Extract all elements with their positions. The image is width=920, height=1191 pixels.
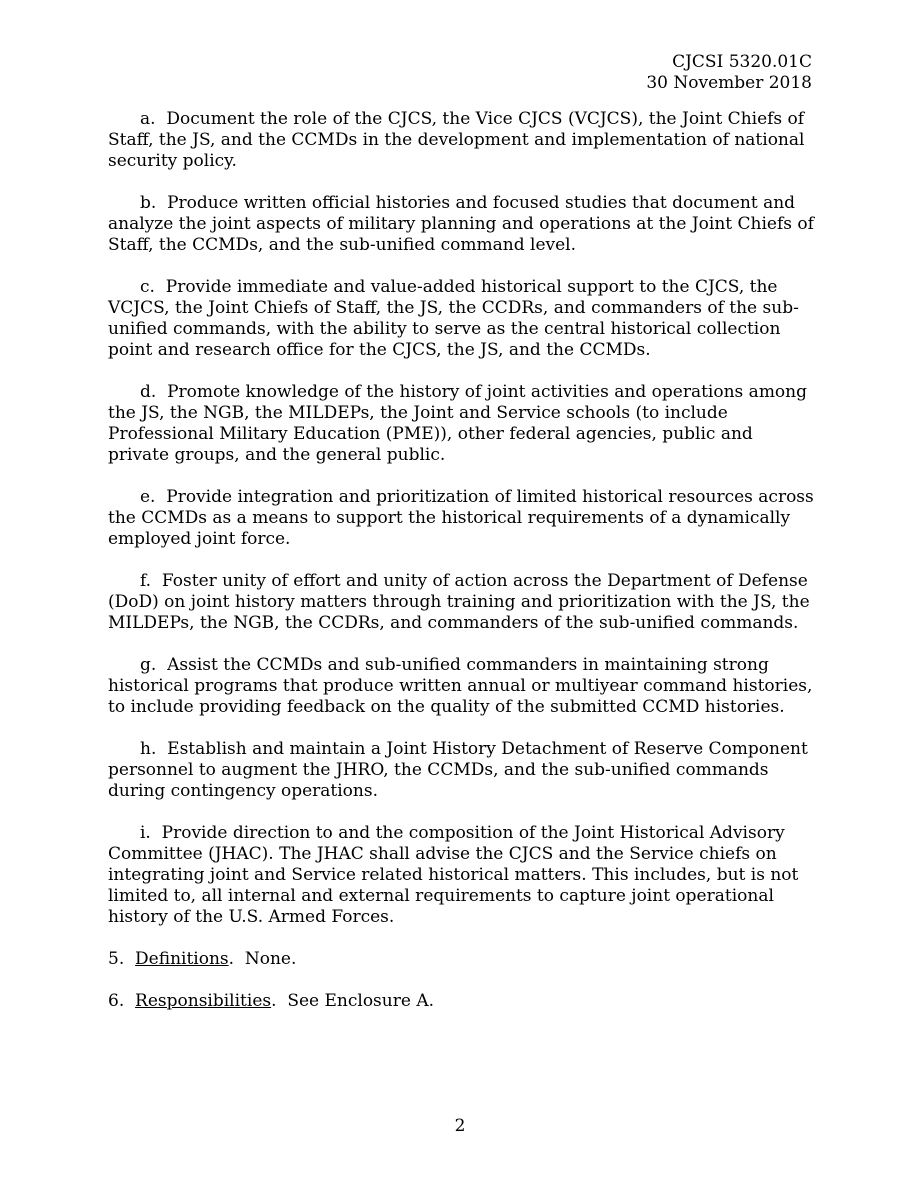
paragraph-text: Produce written official histories and focused studies that document and analyze the joint aspects of military planning and operations at the Joint Chiefs of Staff, the CCMDs, and the sub-unified command level. [108, 193, 814, 255]
paragraph-label: g. [140, 655, 157, 675]
paragraph-label: e. [140, 487, 156, 507]
paragraph-label: f. [140, 571, 152, 591]
paragraph-a [108, 109, 814, 172]
paragraph-label: i. [140, 823, 151, 843]
document-date: 30 November 2018 [646, 73, 812, 93]
paragraph-d [108, 382, 814, 466]
paragraph-text: Promote knowledge of the history of joint activities and operations among the JS, the NGB, the MILDEPs, the Joint and Service schools (to include Professional Military Education (PME)), other federal agencies, public and private groups, and the general public. [108, 382, 807, 465]
paragraph-f [108, 571, 814, 634]
paragraph-e [108, 487, 814, 550]
paragraph-label: h. [140, 739, 157, 759]
paragraph-text: Foster unity of effort and unity of action across the Department of Defense (DoD) on joint history matters through training and prioritization with the JS, the MILDEPs, the NGB, the CCDRs, and commanders of the sub-unified commands. [108, 571, 810, 633]
paragraph-label: d. [140, 382, 157, 402]
page-number: 2 [454, 1116, 466, 1136]
paragraph-text: Document the role of the CJCS, the Vice CJCS (VCJCS), the Joint Chiefs of Staff, the JS, and the CCMDs in the development and implementation of national security policy. [108, 109, 805, 171]
paragraph-text: Assist the CCMDs and sub-unified commanders in maintaining strong historical programs that produce written annual or multiyear command histories, to include providing feedback on the quality of the submitted CCMD histories. [108, 655, 813, 717]
paragraph-g [108, 655, 814, 718]
section-number: 5. [108, 949, 125, 969]
document-number: CJCSI 5320.01C [672, 52, 812, 72]
section-text: None. [244, 949, 297, 969]
section-heading: Definitions [135, 949, 229, 969]
paragraph-label: c. [140, 277, 155, 297]
section-number: 6. [108, 991, 125, 1011]
paragraph-text: Provide integration and prioritization of limited historical resources across the CCMDs as a means to support the historical requirements of a dynamically employed joint force. [108, 487, 814, 549]
paragraph-b [108, 193, 814, 256]
paragraph-text: Provide direction to and the composition of the Joint Historical Advisory Committee (JHAC). The JHAC shall advise the CJCS and the Service chiefs on integrating joint and Service related historical matters. This includes, but is not limited to, all internal and external requirements to capture joint operational history of the U.S. Armed Forces. [108, 823, 799, 927]
paragraph-c [108, 277, 814, 361]
paragraph-text: Provide immediate and value-added historical support to the CJCS, the VCJCS, the Joint Chiefs of Staff, the JS, the CCDRs, and commanders of the sub-unified commands, with the ability to serve as the central historical collection point and research office for the CJCS, the JS, and the CCMDs. [108, 277, 799, 360]
section-heading: Responsibilities [135, 991, 272, 1011]
paragraph-i [108, 823, 814, 928]
section-definitions: 5. Definitions. None. [108, 949, 297, 969]
paragraph-text: Establish and maintain a Joint History Detachment of Reserve Component personnel to augment the JHRO, the CCMDs, and the sub-unified commands during contingency operations. [108, 739, 808, 801]
section-responsibilities: 6. Responsibilities. See Enclosure A. [108, 991, 434, 1011]
paragraph-label: b. [140, 193, 157, 213]
document-body [108, 109, 814, 1033]
section-text: See Enclosure A. [287, 991, 434, 1011]
document-header [646, 52, 812, 94]
paragraph-h [108, 739, 814, 802]
paragraph-label: a. [140, 109, 156, 129]
